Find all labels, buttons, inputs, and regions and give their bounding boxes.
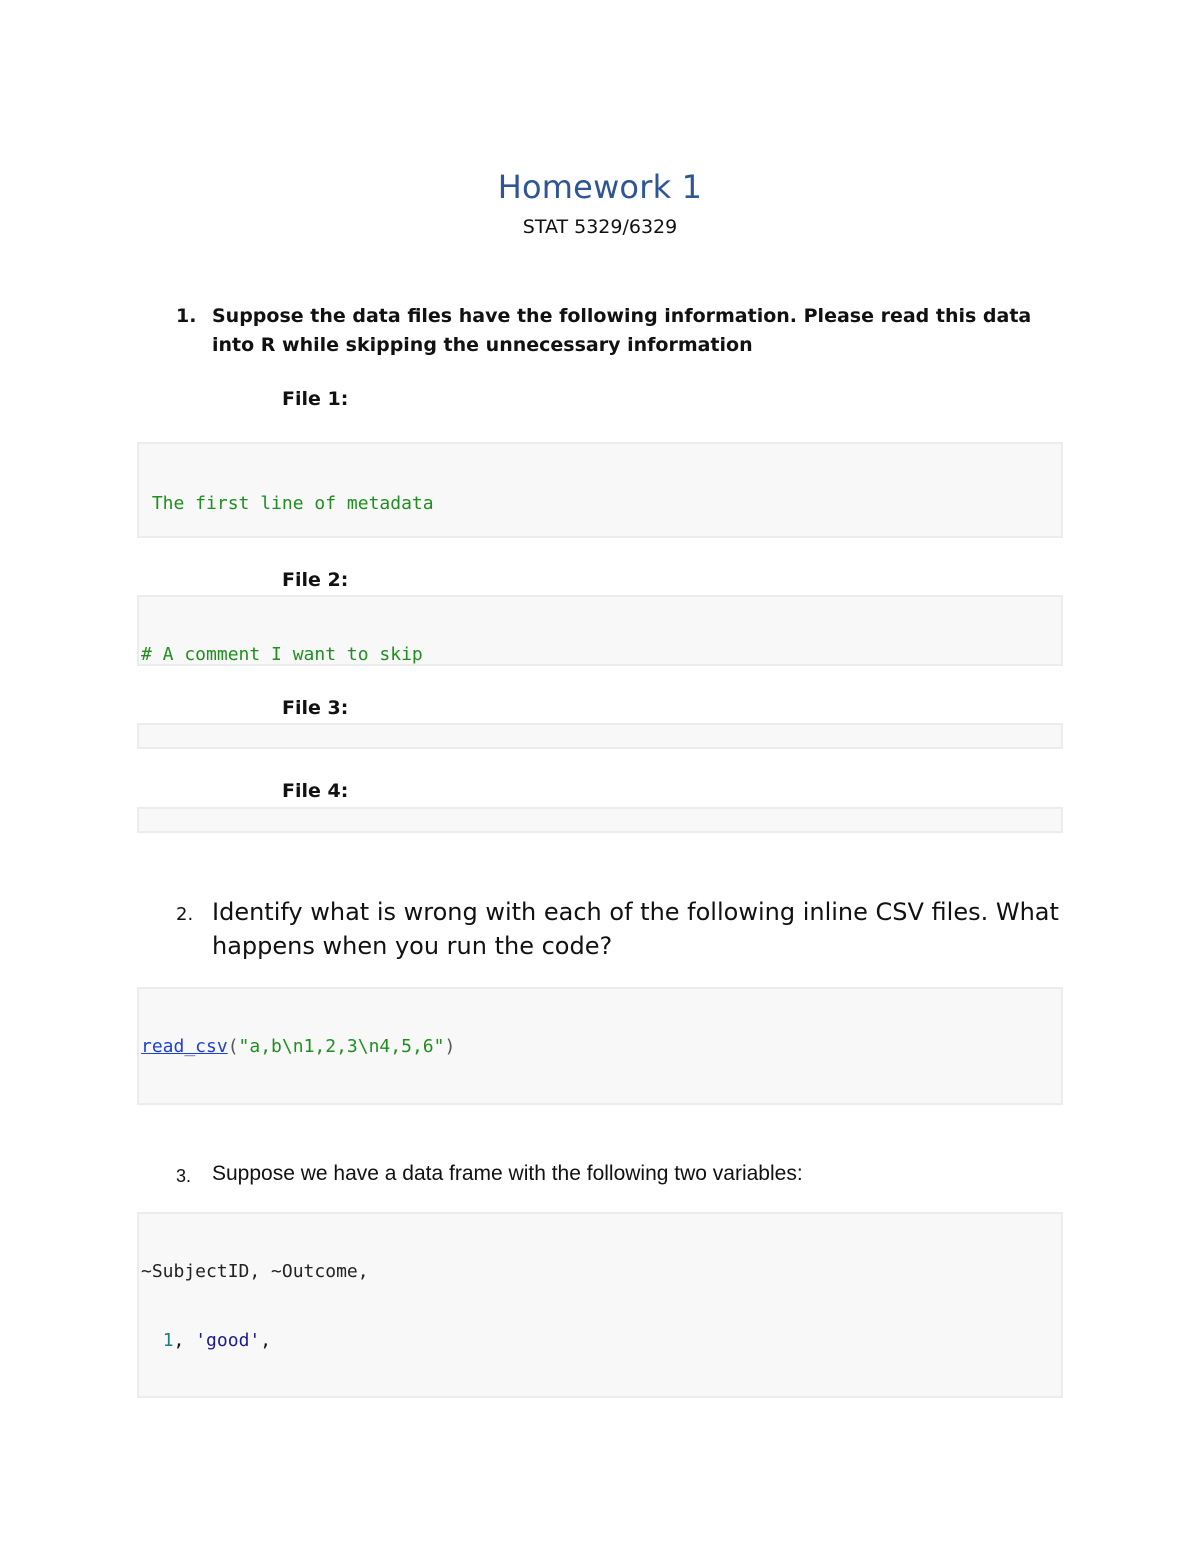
file-4-code-block <box>137 807 1063 833</box>
tribble-row: 1, 'good', <box>162 1330 272 1351</box>
file-1-label: File 1: <box>282 388 349 410</box>
file-3-code-block <box>137 723 1063 749</box>
file-1-code-block <box>137 442 1063 538</box>
function-link[interactable]: read_csv <box>141 1036 228 1057</box>
question-3-number: 3. <box>176 1166 192 1186</box>
tribble-header: ~SubjectID, ~Outcome, <box>141 1261 369 1282</box>
question-3-text: Suppose we have a data frame with the following two variables: <box>212 1162 803 1185</box>
code-line: The first line of metadata <box>141 493 434 514</box>
question-2-number: 2. <box>176 904 194 925</box>
file-2-label: File 2: <box>282 569 349 591</box>
read-csv-code-block <box>137 987 1063 1105</box>
question-1-text: Suppose the data files have the following information. Please read this data into R while skipping the unnecessary information <box>212 305 1032 356</box>
code-line: # A comment I want to skip <box>141 644 423 665</box>
csv-string: "a,b\n1,2,3\n4,5,6" <box>238 1036 445 1057</box>
tribble-code-block <box>137 1212 1063 1398</box>
file-3-label: File 3: <box>282 697 349 719</box>
page-title: Homework 1 <box>497 168 703 206</box>
file-4-label: File 4: <box>282 780 349 802</box>
course-subtitle: STAT 5329/6329 <box>522 216 678 238</box>
code-line: read_csv("a,b\n1,2,3\n4,5,6") <box>141 1036 456 1057</box>
code-line <box>139 1104 1061 1105</box>
file-2-code-block <box>137 595 1063 666</box>
question-2-text: Identify what is wrong with each of the following inline CSV files. What happens when you run the code? <box>212 898 1059 960</box>
question-1-number: 1. <box>176 305 197 327</box>
